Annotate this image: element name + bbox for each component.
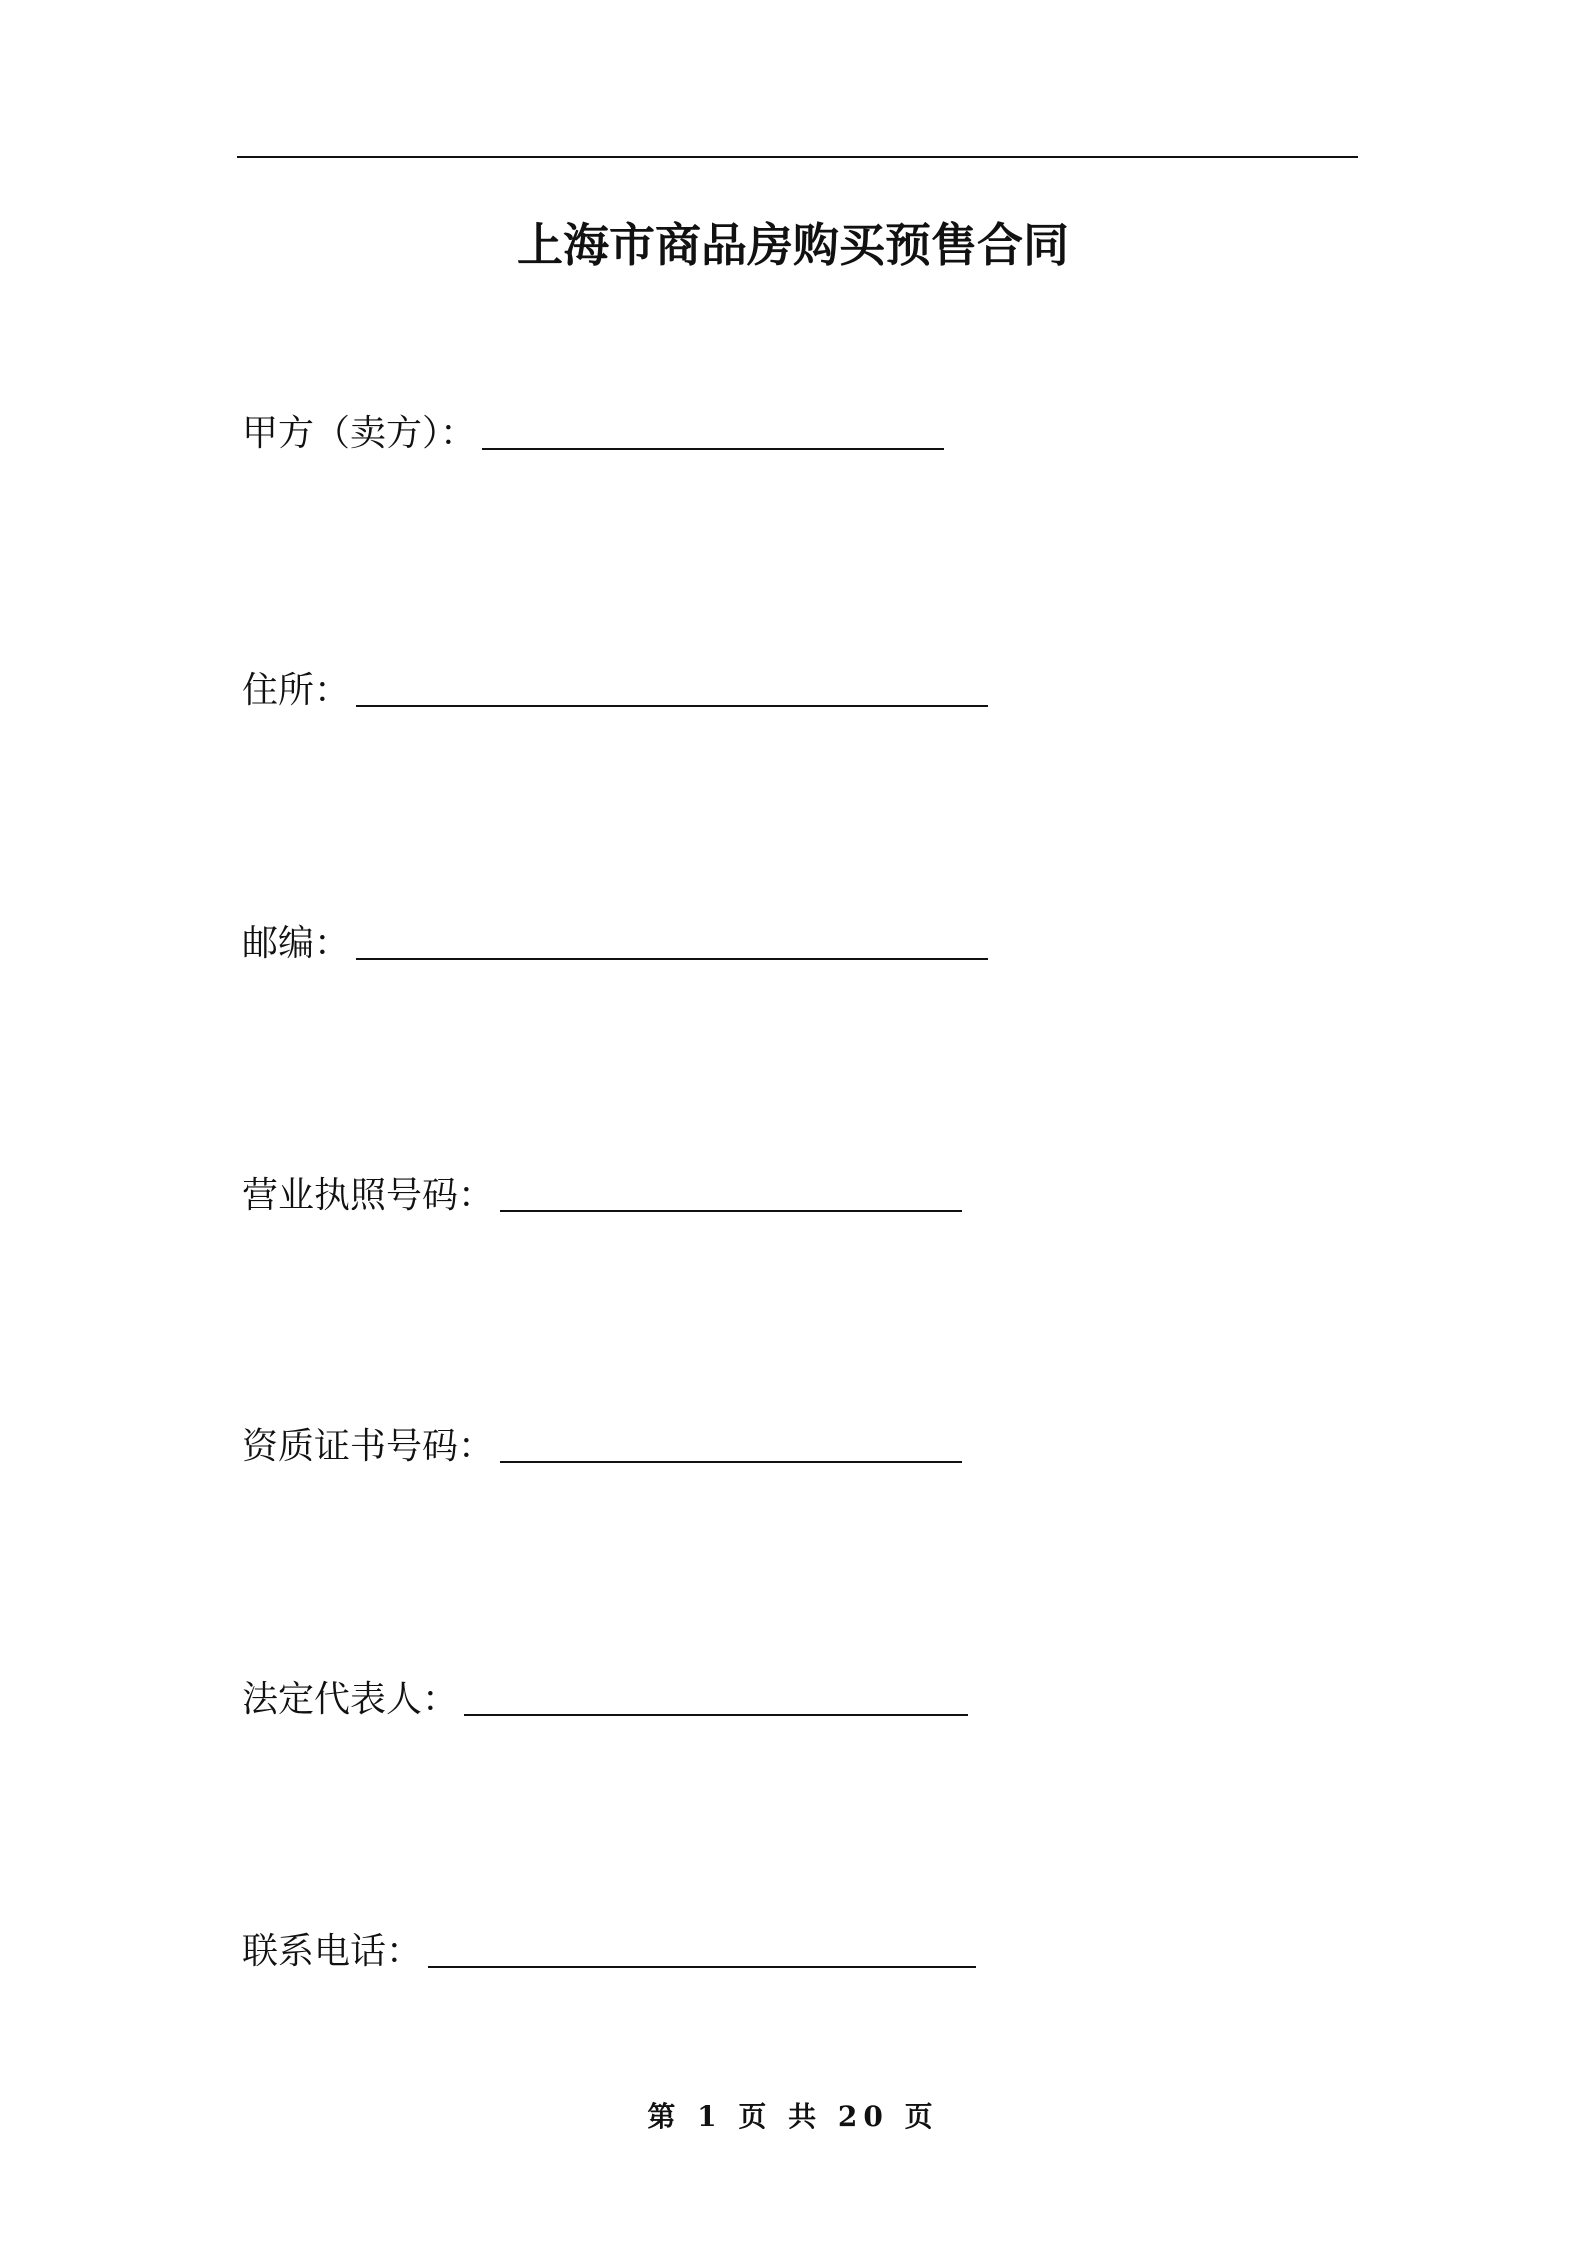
field-business-license [242,1170,962,1220]
field-postcode [242,918,988,968]
field-label: 法定代表人： [242,1679,459,1720]
page-number-footer: 第 1 页 共 20 页 [647,2100,939,2133]
fill-in-blank[interactable] [500,1461,962,1463]
document-title: 上海市商品房购买预售合同 [517,218,1069,272]
header-rule [237,156,1358,158]
field-phone [242,1926,976,1976]
field-legal-representative [242,1674,968,1724]
fill-in-blank[interactable] [356,705,988,707]
fill-in-blank[interactable] [356,958,988,960]
fill-in-blank[interactable] [464,1714,968,1716]
field-label: 营业执照号码： [242,1175,495,1216]
field-label: 邮编： [242,923,351,964]
field-label: 甲方（卖方）： [242,413,477,454]
fill-in-blank[interactable] [428,1966,976,1968]
fill-in-blank[interactable] [500,1210,962,1212]
field-label: 联系电话： [242,1931,423,1972]
field-label: 资质证书号码： [242,1426,495,1467]
field-label: 住所： [242,670,351,711]
field-seller [242,408,944,458]
field-qualification-certificate [242,1421,962,1471]
fill-in-blank[interactable] [482,448,944,450]
field-address [242,665,988,715]
